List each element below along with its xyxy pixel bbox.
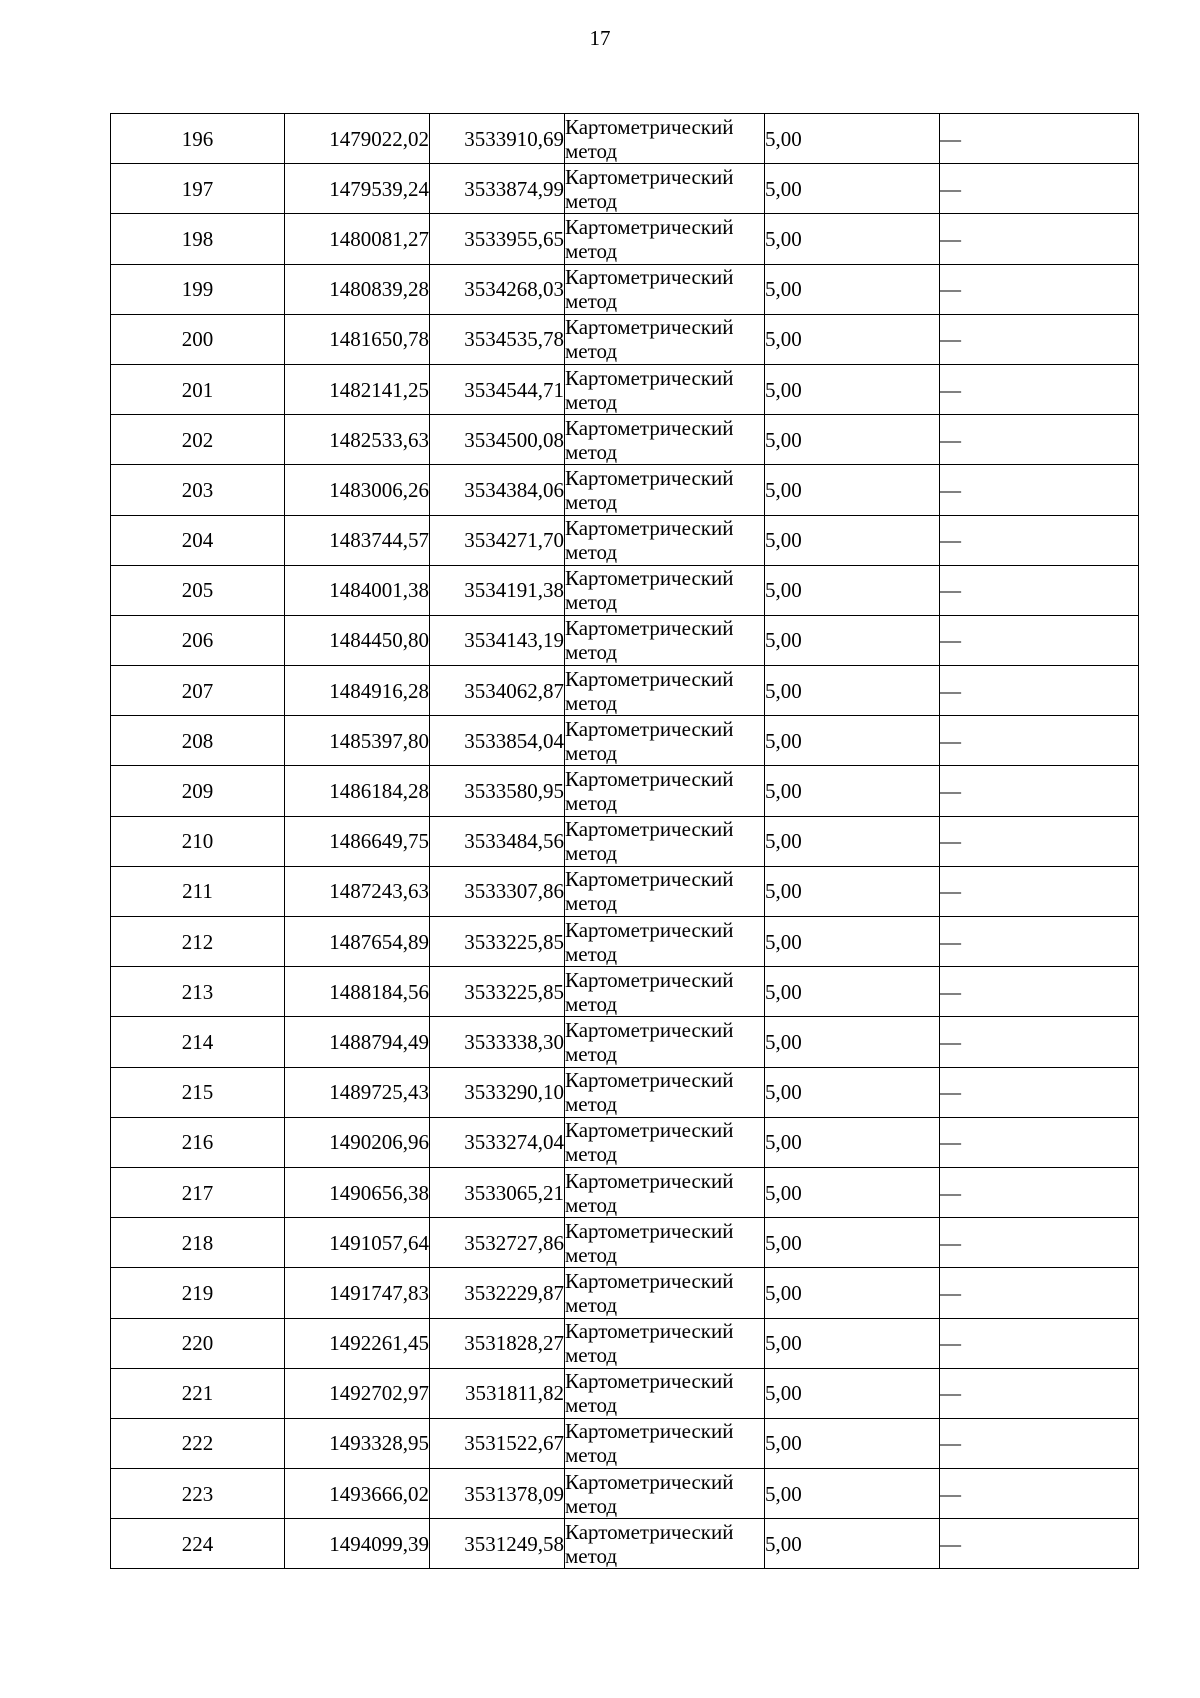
method-line-1: Картометрический (565, 415, 734, 440)
point-number-cell: 224 (111, 1519, 285, 1569)
description-cell: — (940, 465, 1139, 515)
coordinate-y-cell: 3533290,10 (430, 1067, 565, 1117)
method-cell (565, 766, 765, 816)
method-line-1: Картометрический (565, 917, 734, 942)
coordinate-y-cell: 3531522,67 (430, 1418, 565, 1468)
coordinate-y-cell: 3534062,87 (430, 666, 565, 716)
coordinate-y-cell: 3531378,09 (430, 1469, 565, 1519)
method-line-2: метод (565, 1292, 618, 1317)
coordinate-x-cell: 1480839,28 (285, 264, 430, 314)
method-line-2: метод (565, 740, 618, 765)
coordinate-x-cell: 1492702,97 (285, 1368, 430, 1418)
coordinate-y-cell: 3531828,27 (430, 1318, 565, 1368)
method-line-2: метод (565, 1543, 618, 1568)
accuracy-cell: 5,00 (765, 1268, 940, 1318)
coordinate-x-cell: 1479022,02 (285, 114, 430, 164)
accuracy-cell: 5,00 (765, 314, 940, 364)
coordinate-x-cell: 1485397,80 (285, 716, 430, 766)
method-cell (565, 1218, 765, 1268)
point-number-cell: 215 (111, 1067, 285, 1117)
description-cell: — (940, 1418, 1139, 1468)
method-line-1: Картометрический (565, 716, 734, 741)
method-line-2: метод (565, 1443, 618, 1468)
description-cell: — (940, 917, 1139, 967)
point-number-cell: 220 (111, 1318, 285, 1368)
method-cell (565, 816, 765, 866)
table-row (111, 967, 1139, 1017)
method-cell (565, 1469, 765, 1519)
point-number-cell: 217 (111, 1167, 285, 1217)
table-row (111, 766, 1139, 816)
method-line-2: метод (565, 1041, 618, 1066)
method-line-1: Картометрический (565, 1168, 734, 1193)
description-cell: — (940, 1318, 1139, 1368)
point-number-cell: 196 (111, 114, 285, 164)
method-line-1: Картометрический (565, 164, 734, 189)
point-number-cell: 203 (111, 465, 285, 515)
description-cell: — (940, 364, 1139, 414)
accuracy-cell: 5,00 (765, 816, 940, 866)
coordinate-x-cell: 1482141,25 (285, 364, 430, 414)
point-number-cell: 209 (111, 766, 285, 816)
method-line-2: метод (565, 891, 618, 916)
point-number-cell: 216 (111, 1117, 285, 1167)
coordinate-x-cell: 1480081,27 (285, 214, 430, 264)
method-line-1: Картометрический (565, 365, 734, 390)
accuracy-cell: 5,00 (765, 917, 940, 967)
coordinate-x-cell: 1490656,38 (285, 1167, 430, 1217)
table-row (111, 1318, 1139, 1368)
method-line-2: метод (565, 590, 618, 615)
description-cell: — (940, 1519, 1139, 1569)
point-number-cell: 222 (111, 1418, 285, 1468)
method-cell (565, 264, 765, 314)
table-row (111, 114, 1139, 164)
table-row (111, 1117, 1139, 1167)
coordinate-y-cell: 3533274,04 (430, 1117, 565, 1167)
table-row (111, 816, 1139, 866)
point-number-cell: 214 (111, 1017, 285, 1067)
coordinate-x-cell: 1489725,43 (285, 1067, 430, 1117)
method-cell (565, 214, 765, 264)
method-line-1: Картометрический (565, 114, 734, 139)
method-line-2: метод (565, 339, 618, 364)
coordinate-x-cell: 1491747,83 (285, 1268, 430, 1318)
coordinate-x-cell: 1483744,57 (285, 515, 430, 565)
table-row (111, 615, 1139, 665)
point-number-cell: 199 (111, 264, 285, 314)
coordinate-y-cell: 3533307,86 (430, 866, 565, 916)
coordinate-y-cell: 3534268,03 (430, 264, 565, 314)
coordinate-y-cell: 3533065,21 (430, 1167, 565, 1217)
coordinate-y-cell: 3533338,30 (430, 1017, 565, 1067)
method-line-1: Картометрический (565, 1017, 734, 1042)
method-cell (565, 967, 765, 1017)
table-row (111, 415, 1139, 465)
method-line-2: метод (565, 439, 618, 464)
point-number-cell: 205 (111, 565, 285, 615)
method-line-1: Картометрический (565, 1419, 734, 1444)
description-cell: — (940, 264, 1139, 314)
method-line-1: Картометрический (565, 1469, 734, 1494)
description-cell: — (940, 1117, 1139, 1167)
description-cell: — (940, 967, 1139, 1017)
accuracy-cell: 5,00 (765, 1368, 940, 1418)
coordinate-x-cell: 1493328,95 (285, 1418, 430, 1468)
method-cell (565, 1368, 765, 1418)
coordinate-y-cell: 3531811,82 (430, 1368, 565, 1418)
coordinate-x-cell: 1486184,28 (285, 766, 430, 816)
table-row (111, 314, 1139, 364)
coordinate-x-cell: 1484001,38 (285, 565, 430, 615)
method-cell (565, 1418, 765, 1468)
description-cell: — (940, 716, 1139, 766)
coordinate-x-cell: 1487654,89 (285, 917, 430, 967)
coordinate-y-cell: 3533225,85 (430, 917, 565, 967)
method-line-1: Картометрический (565, 465, 734, 490)
method-line-2: метод (565, 389, 618, 414)
page-number: 17 (589, 26, 611, 50)
method-cell (565, 415, 765, 465)
method-line-2: метод (565, 289, 618, 314)
accuracy-cell: 5,00 (765, 264, 940, 314)
method-line-2: метод (565, 941, 618, 966)
description-cell: — (940, 515, 1139, 565)
method-cell (565, 1067, 765, 1117)
method-cell (565, 1117, 765, 1167)
point-number-cell: 210 (111, 816, 285, 866)
method-line-2: метод (565, 841, 618, 866)
table-row (111, 214, 1139, 264)
method-cell (565, 1519, 765, 1569)
coordinate-x-cell: 1484450,80 (285, 615, 430, 665)
method-cell (565, 615, 765, 665)
method-cell (565, 314, 765, 364)
accuracy-cell: 5,00 (765, 1469, 940, 1519)
accuracy-cell: 5,00 (765, 565, 940, 615)
method-line-1: Картометрический (565, 967, 734, 992)
method-line-1: Картометрический (565, 516, 734, 541)
coordinate-x-cell: 1484916,28 (285, 666, 430, 716)
method-line-1: Картометрический (565, 616, 734, 641)
method-line-2: метод (565, 238, 618, 263)
method-cell (565, 515, 765, 565)
coordinates-table-body (111, 114, 1139, 1569)
description-cell: — (940, 766, 1139, 816)
method-line-2: метод (565, 1493, 618, 1518)
description-cell: — (940, 866, 1139, 916)
description-cell: — (940, 114, 1139, 164)
accuracy-cell: 5,00 (765, 1318, 940, 1368)
table-row (111, 264, 1139, 314)
coordinate-x-cell: 1493666,02 (285, 1469, 430, 1519)
coordinate-y-cell: 3534384,06 (430, 465, 565, 515)
coordinate-y-cell: 3531249,58 (430, 1519, 565, 1569)
accuracy-cell: 5,00 (765, 364, 940, 414)
coordinate-x-cell: 1492261,45 (285, 1318, 430, 1368)
method-cell (565, 1017, 765, 1067)
accuracy-cell: 5,00 (765, 1117, 940, 1167)
description-cell: — (940, 314, 1139, 364)
description-cell: — (940, 415, 1139, 465)
accuracy-cell: 5,00 (765, 615, 940, 665)
coordinate-x-cell: 1479539,24 (285, 164, 430, 214)
method-cell (565, 917, 765, 967)
accuracy-cell: 5,00 (765, 766, 940, 816)
method-line-2: метод (565, 1092, 618, 1117)
method-line-2: метод (565, 540, 618, 565)
table-row (111, 1368, 1139, 1418)
table-row (111, 666, 1139, 716)
method-line-1: Картометрический (565, 1068, 734, 1093)
point-number-cell: 218 (111, 1218, 285, 1268)
accuracy-cell: 5,00 (765, 465, 940, 515)
point-number-cell: 202 (111, 415, 285, 465)
method-line-1: Картометрический (565, 767, 734, 792)
point-number-cell: 197 (111, 164, 285, 214)
method-line-1: Картометрический (565, 1218, 734, 1243)
coordinate-y-cell: 3533225,85 (430, 967, 565, 1017)
accuracy-cell: 5,00 (765, 515, 940, 565)
table-row (111, 1418, 1139, 1468)
description-cell: — (940, 214, 1139, 264)
method-line-2: метод (565, 640, 618, 665)
method-line-1: Картометрический (565, 1118, 734, 1143)
coordinate-y-cell: 3534544,71 (430, 364, 565, 414)
coordinate-y-cell: 3533854,04 (430, 716, 565, 766)
coordinate-x-cell: 1483006,26 (285, 465, 430, 515)
point-number-cell: 213 (111, 967, 285, 1017)
point-number-cell: 198 (111, 214, 285, 264)
table-row (111, 1067, 1139, 1117)
accuracy-cell: 5,00 (765, 415, 940, 465)
description-cell: — (940, 565, 1139, 615)
coordinate-y-cell: 3534143,19 (430, 615, 565, 665)
coordinate-x-cell: 1486649,75 (285, 816, 430, 866)
method-cell (565, 164, 765, 214)
table-row (111, 1167, 1139, 1217)
method-cell (565, 1318, 765, 1368)
point-number-cell: 207 (111, 666, 285, 716)
point-number-cell: 223 (111, 1469, 285, 1519)
accuracy-cell: 5,00 (765, 1067, 940, 1117)
method-line-1: Картометрический (565, 867, 734, 892)
method-cell (565, 716, 765, 766)
description-cell: — (940, 1218, 1139, 1268)
coordinate-y-cell: 3533955,65 (430, 214, 565, 264)
description-cell: — (940, 1017, 1139, 1067)
method-line-1: Картометрический (565, 1519, 734, 1544)
table-row (111, 1017, 1139, 1067)
accuracy-cell: 5,00 (765, 666, 940, 716)
coordinate-y-cell: 3534535,78 (430, 314, 565, 364)
point-number-cell: 206 (111, 615, 285, 665)
table-row (111, 565, 1139, 615)
method-line-2: метод (565, 690, 618, 715)
description-cell: — (940, 816, 1139, 866)
description-cell: — (940, 1067, 1139, 1117)
point-number-cell: 200 (111, 314, 285, 364)
coordinate-y-cell: 3533874,99 (430, 164, 565, 214)
coordinate-x-cell: 1488184,56 (285, 967, 430, 1017)
description-cell: — (940, 164, 1139, 214)
coordinate-y-cell: 3533484,56 (430, 816, 565, 866)
coordinate-x-cell: 1490206,96 (285, 1117, 430, 1167)
table-row (111, 716, 1139, 766)
accuracy-cell: 5,00 (765, 1519, 940, 1569)
table-row (111, 1519, 1139, 1569)
coordinate-y-cell: 3533580,95 (430, 766, 565, 816)
point-number-cell: 211 (111, 866, 285, 916)
accuracy-cell: 5,00 (765, 967, 940, 1017)
coordinate-y-cell: 3532229,87 (430, 1268, 565, 1318)
point-number-cell: 208 (111, 716, 285, 766)
method-line-2: метод (565, 188, 618, 213)
method-cell (565, 465, 765, 515)
method-line-1: Картометрический (565, 666, 734, 691)
method-line-2: метод (565, 991, 618, 1016)
description-cell: — (940, 1167, 1139, 1217)
method-line-2: метод (565, 1192, 618, 1217)
table-row (111, 1218, 1139, 1268)
method-line-2: метод (565, 1242, 618, 1267)
method-line-1: Картометрический (565, 265, 734, 290)
method-cell (565, 1167, 765, 1217)
method-line-2: метод (565, 1142, 618, 1167)
accuracy-cell: 5,00 (765, 1017, 940, 1067)
accuracy-cell: 5,00 (765, 866, 940, 916)
method-cell (565, 114, 765, 164)
description-cell: — (940, 615, 1139, 665)
point-number-cell: 201 (111, 364, 285, 414)
table-row (111, 1268, 1139, 1318)
method-line-1: Картометрический (565, 214, 734, 239)
method-line-1: Картометрический (565, 315, 734, 340)
point-number-cell: 219 (111, 1268, 285, 1318)
description-cell: — (940, 1469, 1139, 1519)
method-line-1: Картометрический (565, 1319, 734, 1344)
table-row (111, 1469, 1139, 1519)
method-line-2: метод (565, 489, 618, 514)
method-line-1: Картометрический (565, 566, 734, 591)
coordinate-y-cell: 3534191,38 (430, 565, 565, 615)
coordinate-x-cell: 1488794,49 (285, 1017, 430, 1067)
coordinate-x-cell: 1487243,63 (285, 866, 430, 916)
method-cell (565, 666, 765, 716)
coordinate-x-cell: 1491057,64 (285, 1218, 430, 1268)
coordinate-x-cell: 1481650,78 (285, 314, 430, 364)
coordinate-x-cell: 1494099,39 (285, 1519, 430, 1569)
description-cell: — (940, 1268, 1139, 1318)
method-line-1: Картометрический (565, 817, 734, 842)
coordinate-x-cell: 1482533,63 (285, 415, 430, 465)
accuracy-cell: 5,00 (765, 716, 940, 766)
accuracy-cell: 5,00 (765, 114, 940, 164)
method-cell (565, 866, 765, 916)
method-line-2: метод (565, 1393, 618, 1418)
coordinate-y-cell: 3534271,70 (430, 515, 565, 565)
point-number-cell: 221 (111, 1368, 285, 1418)
point-number-cell: 212 (111, 917, 285, 967)
coordinates-table (110, 113, 1139, 1569)
accuracy-cell: 5,00 (765, 1418, 940, 1468)
method-line-2: метод (565, 791, 618, 816)
description-cell: — (940, 666, 1139, 716)
accuracy-cell: 5,00 (765, 1167, 940, 1217)
accuracy-cell: 5,00 (765, 164, 940, 214)
table-row (111, 164, 1139, 214)
accuracy-cell: 5,00 (765, 214, 940, 264)
table-row (111, 917, 1139, 967)
description-cell: — (940, 1368, 1139, 1418)
table-row (111, 364, 1139, 414)
method-cell (565, 565, 765, 615)
coordinate-y-cell: 3533910,69 (430, 114, 565, 164)
method-line-2: метод (565, 138, 618, 163)
method-line-1: Картометрический (565, 1268, 734, 1293)
coordinate-y-cell: 3532727,86 (430, 1218, 565, 1268)
method-cell (565, 1268, 765, 1318)
table-row (111, 515, 1139, 565)
method-line-1: Картометрический (565, 1369, 734, 1394)
accuracy-cell: 5,00 (765, 1218, 940, 1268)
table-row (111, 465, 1139, 515)
method-cell (565, 364, 765, 414)
coordinate-y-cell: 3534500,08 (430, 415, 565, 465)
point-number-cell: 204 (111, 515, 285, 565)
table-row (111, 866, 1139, 916)
method-line-2: метод (565, 1343, 618, 1368)
